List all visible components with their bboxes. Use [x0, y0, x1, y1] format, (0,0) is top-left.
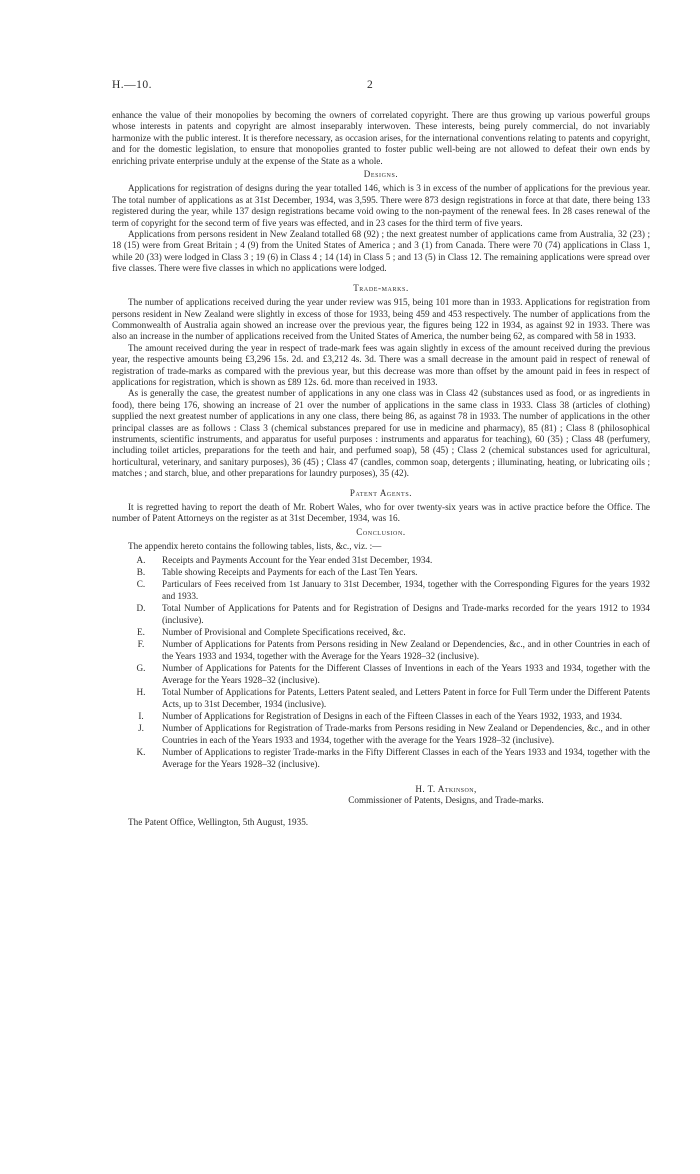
closing-line: The Patent Office, Wellington, 5th August, 1935.: [128, 816, 309, 827]
list-item-letter: D.: [136, 603, 146, 614]
trademarks-paragraph-2: The amount received during the year in respect of trade-mark fees was again slightly in excess of the amount received during the previous year, the respective amounts being £3,296 15s. 2d. and £3,212 4s. 3d. There was a small decrease in the amount paid in respect of renewal of registration of trade-marks as compared with the previous year, but this decrease was more than offset by the amount paid in fees in respect of applications for registration, which is shown as £89 12s. 6d. more than received in 1933.: [112, 342, 650, 387]
designs-paragraph-2: Applications from persons resident in New Zealand totalled 68 (92) ; the next greatest number of applications came from Australia, 32 (23) ; 18 (15) were from Great Britain ; 4 (9) from the United States of America ; and 3 (1) from Canada. There were 70 (74) applications in Class 1, while 20 (33) were lodged in Class 3 ; 19 (6) in Class 4 ; 14 (14) in Class 5 ; and 13 (5) in Class 12. The remaining applications were spread over five classes. There were five classes in which no applications were lodged.: [112, 229, 650, 274]
list-item: [112, 711, 650, 722]
document-body: [112, 110, 650, 828]
list-item-text: Particulars of Fees received from 1st January to 31st December, 1934, together with the Corresponding Figures for the years 1932 and 1933.: [162, 579, 650, 601]
list-item-letter: A.: [136, 554, 146, 565]
page-header: [112, 80, 650, 94]
list-item: [112, 627, 650, 638]
signatory-name: H. T. Atkinson,: [415, 783, 477, 794]
page-number: 2: [367, 79, 373, 91]
list-item-text: Table showing Receipts and Payments for each of the Last Ten Years.: [162, 567, 418, 578]
list-item-text: Number of Applications to register Trade-marks in the Fifty Different Classes in each of the Years 1933 and 1934, together with the Average for the Years 1928–32 (inclusive).: [162, 747, 650, 769]
list-item-letter: B.: [136, 567, 146, 578]
list-item: [112, 687, 650, 710]
trademarks-paragraph-3: As is generally the case, the greatest number of applications in any one class was in Class 42 (substances used as food, or as ingredients in food), there being 176, showing an increase of 21 over the number of applications in the same class in 1933. Class 38 (articles of clothing) supplied the next greatest number of applications in any one class, there being 86, as against 78 in 1933. The number of applications in the other principal classes are as follows : Class 3 (chemical substances prepared for use in medicine and pharmacy), 85 (81) ; Class 8 (philosophical instruments, scientific instruments, and apparatus for useful purposes : instruments and apparatus for teaching), 60 (35) ; Class 48 (perfumery, including toilet articles, preparations for the teeth and hair, and perfumed soap), 58 (45) ; Class 2 (chemical substances used for agricultural, horticultural, veterinary, and sanitary purposes), 36 (45) ; Class 47 (candles, common soap, detergents ; illuminating, heating, or lubricating oils ; matches ; and starch, blue, and other preparations for laundry purposes), 35 (42).: [112, 388, 650, 479]
list-item: [112, 723, 650, 746]
list-item-letter: E.: [137, 627, 145, 638]
list-item-text: Number of Provisional and Complete Specifications received, &c.: [162, 627, 406, 638]
list-item: [112, 663, 650, 686]
trademarks-paragraph-1: The number of applications received during the year under review was 915, being 101 more than in 1933. Applications for registration from persons resident in New Zealand were slightly in excess of those for 1933, being 459 and 453 respectively. The number of applications from the Commonwealth of Australia again showed an increase over the previous year, the figures being 122 in 1934, as against 92 in 1933. There was also an increase in the number of applications received from the United States of America, the number being 62, as compared with 58 in 1933.: [112, 297, 650, 342]
list-item-text: Total Number of Applications for Patents and for Registration of Designs and Trade-marks recorded for the years 1912 to 1934 (inclusive).: [162, 603, 650, 625]
document-reference: H.—10.: [112, 79, 153, 91]
list-item-text: Total Number of Applications for Patents, Letters Patent sealed, and Letters Patent in force for Full Term under the Different Patents Acts, up to 31st December, 1934 (inclusive).: [162, 687, 650, 709]
heading-conclusion: Conclusion.: [356, 526, 406, 537]
list-item-text: Receipts and Payments Account for the Year ended 31st December, 1934.: [162, 554, 433, 565]
list-item: [112, 567, 650, 578]
list-item: [112, 639, 650, 662]
list-item-text: Number of Applications for Registration of Designs in each of the Fifteen Classes in each of the Years 1932, 1933, and 1934.: [162, 710, 623, 721]
heading-patent-agents: Patent Agents.: [349, 487, 413, 498]
paragraph-continued: enhance the value of their monopolies by becoming the owners of correlated copyright. There are thus growing up various powerful groups whose interests in patents and copyright are almost inseparably interwoven. These interests, being purely commercial, do not invariably harmonize with the public interest. It is therefore necessary, as occasion arises, for the international conventions relating to patents and copyright, and for the domestic legislation, to ensure that monopolies granted to foster public well-being are not allowed to defeat their own ends by enriching private enterprise unduly at the expense of the State as a whole.: [112, 110, 650, 166]
heading-designs: Designs.: [363, 169, 399, 180]
designs-paragraph-1: Applications for registration of designs during the year totalled 146, which is 3 in excess of the number of applications for the previous year. The total number of applications as at 31st December, 1934, was 3,595. There were 873 design registrations in force at that date, there being 133 registered during the year, while 137 design registrations became void owing to the non-payment of the renewal fees. In 28 cases renewal of the term of copyright for the second term of five years was effected, and in 23 cases for the third term of five years.: [112, 183, 650, 228]
signatory-title: Commissioner of Patents, Designs, and Trade-marks.: [348, 795, 544, 806]
list-item: [112, 555, 650, 566]
list-item-text: Number of Applications for Patents for the Different Classes of Inventions in each of the Years 1933 and 1934, together with the Average for the Years 1928–32 (inclusive).: [162, 663, 650, 685]
appendix-list: [112, 555, 650, 770]
list-item: [112, 603, 650, 626]
heading-trade-marks: Trade-marks.: [353, 282, 409, 293]
list-item-letter: I.: [138, 710, 144, 721]
list-item-text: Number of Applications for Patents from Persons residing in New Zealand or Dependencies, &c., and in other Countries in each of the Years 1933 and 1934, together with the Average for the Years 1928–32 (inclusive).: [162, 639, 650, 661]
list-item-letter: J.: [138, 723, 144, 734]
list-item-letter: C.: [136, 579, 146, 590]
list-item-letter: G.: [136, 663, 146, 674]
agents-paragraph-1: It is regretted having to report the death of Mr. Robert Wales, who for over twenty-six years was in active practice before the Office. The number of Patent Attorneys on the register as at 31st December, 1934, was 16.: [112, 502, 650, 524]
signature-block: [112, 784, 650, 807]
list-item-letter: F.: [137, 639, 145, 650]
list-item: [112, 579, 650, 602]
list-item-letter: H.: [136, 687, 146, 698]
list-item-text: Number of Applications for Registration of Trade-marks from Persons residing in New Zealand or Dependencies, &c., and in other Countries in each of the Years 1933 and 1934, together with the average for the Years 1928–32 (inclusive).: [162, 723, 650, 745]
list-item: [112, 747, 650, 770]
list-item-letter: K.: [136, 747, 146, 758]
conclusion-intro: The appendix hereto contains the following tables, lists, &c., viz. :—: [128, 541, 382, 552]
